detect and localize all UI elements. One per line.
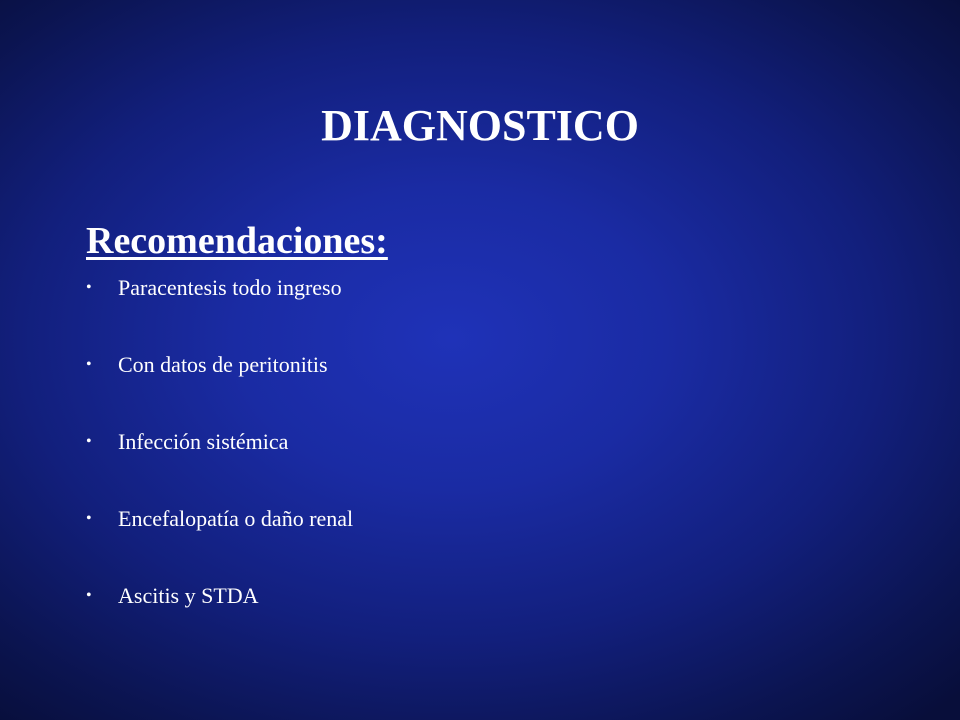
slide-subtitle: Recomendaciones: xyxy=(86,220,388,262)
slide-title: DIAGNOSTICO xyxy=(321,101,639,150)
bullet-icon: • xyxy=(86,587,92,604)
bullet-item xyxy=(86,503,353,580)
bullet-label: Encefalopatía o daño renal xyxy=(118,506,354,531)
bullet-label: Infección sistémica xyxy=(118,429,289,454)
bullet-item xyxy=(86,580,353,657)
bullet-label: Ascitis y STDA xyxy=(118,583,259,608)
bullet-item xyxy=(86,272,353,349)
bullet-item xyxy=(86,426,353,503)
bullet-list xyxy=(86,272,353,657)
bullet-item xyxy=(86,349,353,426)
bullet-icon: • xyxy=(86,510,92,527)
bullet-icon: • xyxy=(86,433,92,450)
bullet-label: Paracentesis todo ingreso xyxy=(118,275,342,300)
bullet-label: Con datos de peritonitis xyxy=(118,352,328,377)
bullet-icon: • xyxy=(86,279,92,296)
bullet-icon: • xyxy=(86,356,92,373)
